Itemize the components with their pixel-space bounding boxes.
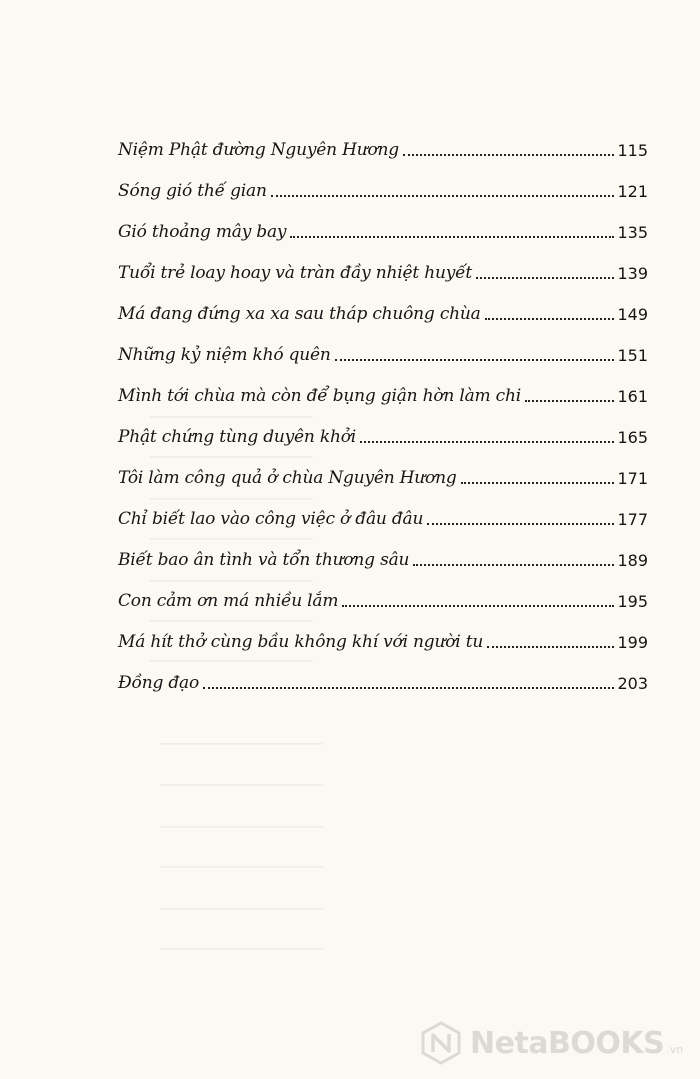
toc-entry	[118, 581, 648, 611]
toc-entry-title: Mình tới chùa mà còn để bụng giận hờn làm chi	[118, 386, 521, 406]
toc-entry-page: 195	[617, 592, 648, 611]
toc-entry	[118, 499, 648, 529]
toc-entry-page: 121	[617, 182, 648, 201]
toc-entry-page: 199	[617, 633, 648, 652]
toc-entry	[118, 294, 648, 324]
toc-entry-page: 135	[617, 223, 648, 242]
ghost-line: ──────────────────	[160, 776, 323, 794]
toc-entry	[118, 622, 648, 652]
toc-entry	[118, 458, 648, 488]
ghost-line: ──────────────────	[150, 652, 313, 670]
toc-entry-page: 203	[617, 674, 648, 693]
toc-entry-title: Tôi làm công quả ở chùa Nguyên Hương	[118, 468, 457, 488]
toc-entry	[118, 130, 648, 160]
toc-entry-page: 115	[617, 141, 648, 160]
ghost-line: ──────────────────	[150, 612, 313, 630]
leader-dots	[403, 154, 615, 156]
leader-dots	[203, 687, 614, 689]
toc-entry	[118, 253, 648, 283]
toc-entry-title: Đồng đạo	[118, 673, 200, 693]
toc-entry-page: 161	[617, 387, 648, 406]
toc-entry-page: 177	[617, 510, 648, 529]
leader-dots	[271, 195, 615, 197]
toc-entry-page: 139	[617, 264, 648, 283]
ghost-line: ──────────────────	[150, 490, 313, 508]
toc-entry-title: Biết bao ân tình và tổn thương sâu	[118, 550, 410, 570]
toc-entry-title: Phật chứng tùng duyên khởi	[118, 427, 356, 447]
toc-entry-title: Niệm Phật đường Nguyên Hương	[118, 140, 399, 160]
toc-entry	[118, 376, 648, 406]
toc-entry-page: 171	[617, 469, 648, 488]
ghost-line: ──────────────────	[150, 408, 313, 426]
ghost-line: ──────────────────	[160, 940, 323, 958]
netabooks-logo-icon	[418, 1020, 464, 1066]
leader-dots	[525, 400, 615, 402]
ghost-line: ──────────────────	[160, 735, 323, 753]
leader-dots	[290, 236, 614, 238]
toc-entry-title: Tuổi trẻ loay hoay và tràn đầy nhiệt huyết	[118, 263, 473, 283]
toc-entry	[118, 540, 648, 570]
watermark-suffix: .vn	[666, 1042, 684, 1056]
ghost-line: ──────────────────	[150, 448, 313, 466]
watermark-brand: NetaBOOKS	[470, 1025, 665, 1061]
leader-dots	[413, 564, 614, 566]
toc-entry-title: Má hít thở cùng bầu không khí với người tu	[118, 632, 484, 652]
toc-entry	[118, 171, 648, 201]
leader-dots	[342, 605, 614, 607]
toc-entry-title: Chỉ biết lao vào công việc ở đâu đâu	[118, 509, 424, 529]
toc-entry-page: 149	[617, 305, 648, 324]
toc-entry-title: Gió thoảng mây bay	[118, 222, 287, 242]
ghost-line: ──────────────────	[150, 572, 313, 590]
toc-entry	[118, 663, 648, 693]
toc-entry-title: Sóng gió thế gian	[118, 181, 267, 201]
netabooks-watermark	[418, 1018, 698, 1068]
leader-dots	[335, 359, 615, 361]
toc-entry-title: Má đang đứng xa xa sau tháp chuông chùa	[118, 304, 481, 324]
toc-entry	[118, 335, 648, 365]
toc-entry-page: 165	[617, 428, 648, 447]
ghost-line: ──────────────────	[160, 858, 323, 876]
toc-entry-page: 151	[617, 346, 648, 365]
leader-dots	[360, 441, 614, 443]
toc-entry-title: Con cảm ơn má nhiều lắm	[118, 591, 339, 611]
toc-entry	[118, 212, 648, 242]
leader-dots	[487, 646, 614, 648]
toc-entry-page: 189	[617, 551, 648, 570]
leader-dots	[476, 277, 614, 279]
leader-dots	[485, 318, 615, 320]
leader-dots	[427, 523, 614, 525]
ghost-line: ──────────────────	[150, 530, 313, 548]
ghost-line: ──────────────────	[160, 900, 323, 918]
ghost-line: ──────────────────	[160, 818, 323, 836]
toc-entry	[118, 417, 648, 447]
leader-dots	[461, 482, 615, 484]
toc-entry-title: Những kỷ niệm khó quên	[118, 345, 331, 365]
